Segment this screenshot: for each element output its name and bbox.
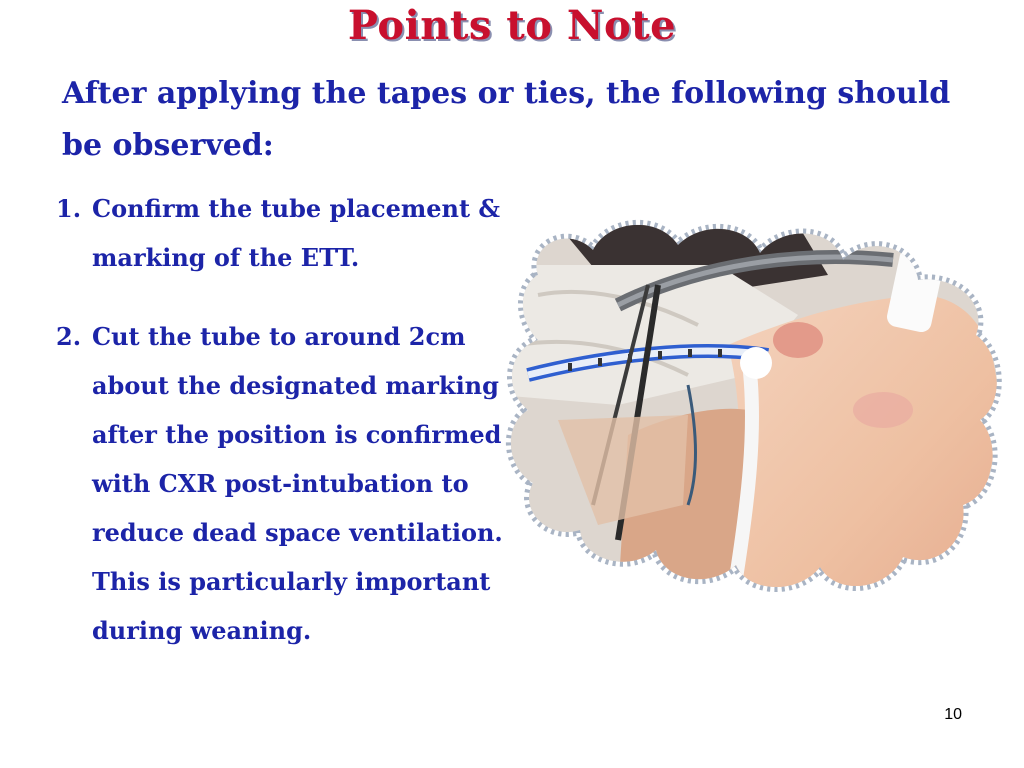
page-number: 10 [944,706,962,723]
list-item-text: Cut the tube to around 2cm about the designated marking after the position is confirmed with CXR post-intubation to reduce dead space ventilation. This is particularly important during weaning. [92,322,503,645]
list-item-number: 2. [56,322,82,351]
slide-title: Points to Note [347,2,677,49]
list-item [56,184,536,282]
intubation-photo [498,205,1006,597]
intro-text: After applying the tapes or ties, the following should be observed: [62,76,951,163]
list-item [56,312,536,655]
list-item-number: 1. [56,194,82,223]
list-item-text: Confirm the tube placement & marking of the ETT. [92,194,501,272]
